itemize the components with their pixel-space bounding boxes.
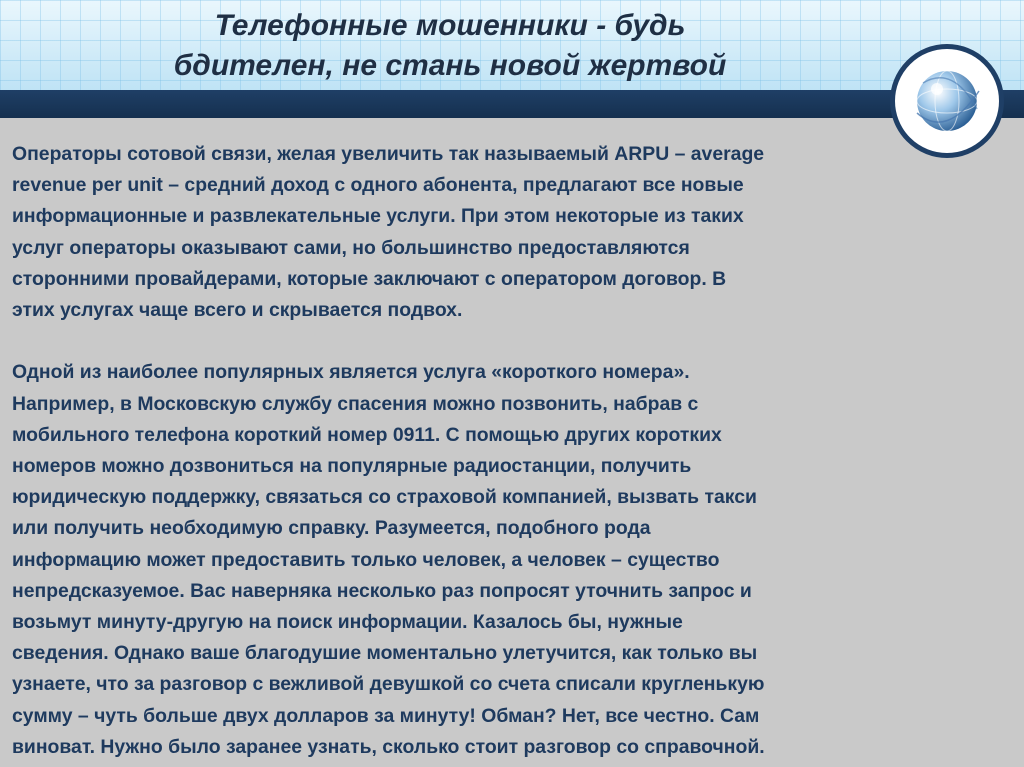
body-line: этих услугах чаще всего и скрывается подвох. bbox=[12, 299, 463, 322]
title-line: бдителен, не стань новой жертвой bbox=[173, 49, 727, 82]
title-line: Телефонные мошенники - будь bbox=[214, 9, 686, 42]
body-line: или получить необходимую справку. Разумеется, подобного рода bbox=[12, 517, 651, 540]
body-line: сведения. Однако ваше благодушие моментально улетучится, как только вы bbox=[12, 642, 758, 665]
paragraph-gap bbox=[12, 326, 1012, 357]
header-bar bbox=[0, 90, 1024, 118]
slide-body bbox=[12, 139, 1012, 763]
header-background bbox=[0, 0, 1024, 90]
body-line: номеров можно дозвониться на популярные радиостанции, получить bbox=[12, 455, 692, 478]
body-line: непредсказуемое. Вас наверняка несколько раз попросят уточнить запрос и bbox=[12, 579, 752, 602]
body-line: сторонними провайдерами, которые заключают с оператором договор. В bbox=[12, 267, 727, 290]
body-line: виноват. Нужно было заранее узнать, сколько стоит разговор со справочной. bbox=[12, 735, 765, 758]
body-line: информацию может предоставить только человек, а человек – существо bbox=[12, 548, 720, 571]
body-line: Операторы сотовой связи, желая увеличить так называемый ARPU – average bbox=[12, 143, 765, 165]
slide-title bbox=[0, 6, 900, 86]
body-line: Например, в Московскую службу спасения можно позвонить, набрав с bbox=[12, 392, 699, 415]
body-line: Одной из наиболее популярных является услуга «короткого номера». bbox=[12, 361, 690, 384]
body-line: узнаете, что за разговор с вежливой девушкой со счета списали кругленькую bbox=[12, 673, 765, 696]
body-line: revenue per unit – средний доход с одного абонента, предлагают все новые bbox=[12, 174, 744, 197]
globe-icon bbox=[907, 61, 987, 141]
body-line: мобильного телефона короткий номер 0911. С помощью других коротких bbox=[12, 423, 722, 446]
body-line: возьмут минуту-другую на поиск информации. Казалось бы, нужные bbox=[12, 611, 683, 634]
body-line: сумму – чуть больше двух долларов за минуту! Обман? Нет, все честно. Сам bbox=[12, 704, 760, 727]
body-line: услуг операторы оказывают сами, но большинство предоставляются bbox=[12, 236, 690, 259]
body-line: информационные и развлекательные услуги. При этом некоторые из таких bbox=[12, 205, 744, 228]
body-line: юридическую поддержку, связаться со страховой компанией, вызвать такси bbox=[12, 486, 757, 509]
